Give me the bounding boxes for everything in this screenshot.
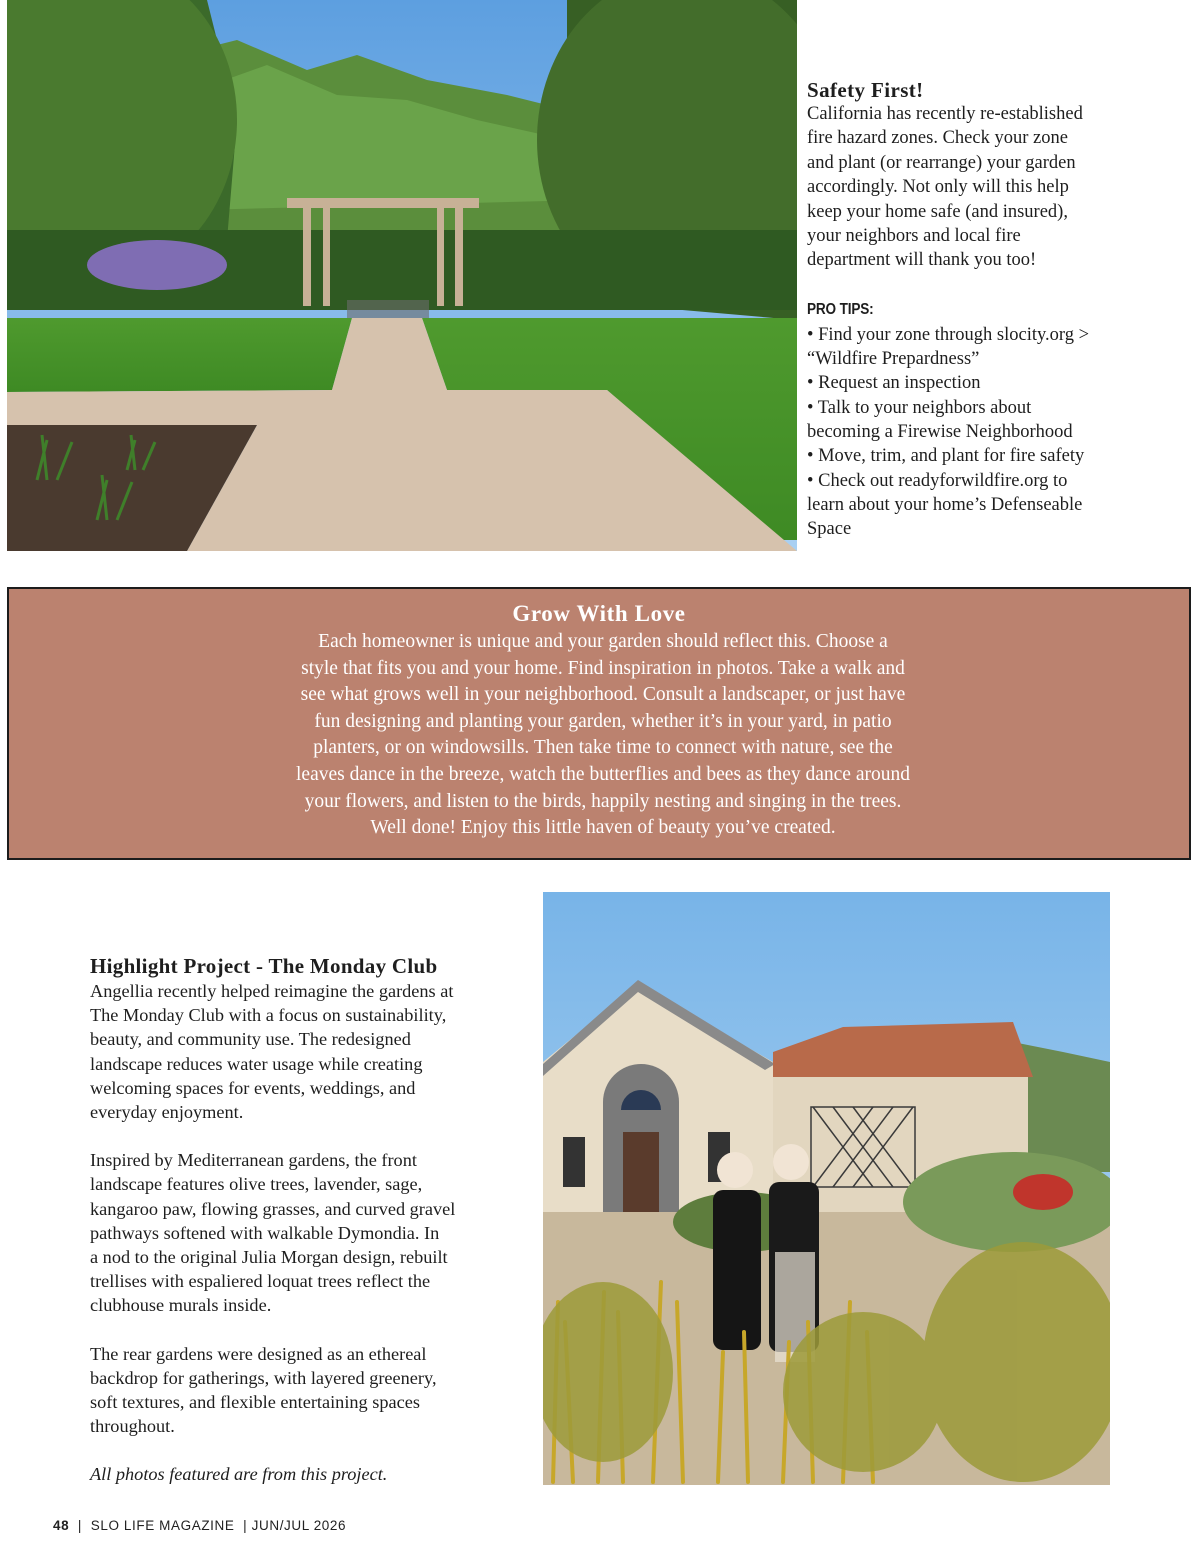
grow-line: Well done! Enjoy this little haven of beauty you’ve created.	[370, 817, 836, 839]
para-line: welcoming spaces for events, weddings, and	[90, 1077, 416, 1098]
para-line: a nod to the original Julia Morgan design, rebuilt	[90, 1247, 448, 1268]
tip-line: • Request an inspection	[807, 373, 981, 394]
highlight-title: Highlight Project - The Monday Club	[90, 954, 438, 978]
para-line: Inspired by Mediterranean gardens, the front	[90, 1150, 417, 1171]
grow-title: Grow With Love	[512, 601, 686, 626]
page-number: 48	[53, 1518, 70, 1533]
tip-line: Space	[807, 519, 852, 540]
footer-separator: |	[234, 1518, 252, 1533]
highlight-paragraph-1	[90, 979, 510, 1124]
highlight-paragraph-2	[90, 1148, 510, 1317]
grow-with-love-box	[7, 587, 1191, 860]
footer-separator: |	[69, 1518, 91, 1533]
grow-line: your flowers, and listen to the birds, happily nesting and singing in the trees.	[304, 790, 902, 812]
safety-line: keep your home safe (and insured),	[807, 201, 1068, 222]
para-line: landscape features olive trees, lavender, sage,	[90, 1174, 423, 1195]
clubhouse-photo	[543, 892, 1110, 1485]
grow-line: leaves dance in the breeze, watch the butterflies and bees as they dance around	[296, 763, 910, 785]
grow-line: style that fits you and your home. Find inspiration in photos. Take a walk and	[301, 657, 905, 679]
para-line: trellises with espaliered loquat trees reflect the	[90, 1271, 431, 1292]
grow-line: planters, or on windowsills. Then take time to connect with nature, see the	[313, 737, 893, 759]
grow-line: see what grows well in your neighborhood. Consult a landscaper, or just have	[300, 684, 906, 706]
tip-line: • Talk to your neighbors about	[807, 397, 1032, 418]
highlight-paragraph-3	[90, 1342, 510, 1439]
safety-line: department will thank you too!	[807, 250, 1037, 271]
safety-line: fire hazard zones. Check your zone	[807, 128, 1068, 149]
tip-line: • Move, trim, and plant for fire safety	[807, 446, 1085, 467]
safety-line: accordingly. Not only will this help	[807, 177, 1069, 198]
magazine-name: SLO LIFE MAGAZINE	[90, 1518, 235, 1533]
para-line: throughout.	[90, 1416, 175, 1437]
tip-line: learn about your home’s Defenseable	[807, 494, 1083, 515]
para-line: Angellia recently helped reimagine the gardens at	[90, 981, 454, 1001]
para-line: soft textures, and flexible entertaining spaces	[90, 1392, 420, 1413]
para-line: The Monday Club with a focus on sustainability,	[90, 1005, 447, 1026]
page-footer	[53, 1518, 346, 1533]
grow-line: Each homeowner is unique and your garden should reflect this. Choose a	[318, 631, 888, 652]
grow-line: fun designing and planting your garden, whether it’s in your yard, in patio	[314, 710, 892, 732]
para-line: kangaroo paw, flowing grasses, and curved gravel	[90, 1198, 456, 1219]
tip-line: “Wildfire Prepardness”	[807, 349, 980, 370]
safety-title: Safety First!	[807, 78, 924, 102]
photo-credit: All photos featured are from this project.	[90, 1464, 388, 1485]
para-line: everyday enjoyment.	[90, 1102, 244, 1123]
para-line: landscape reduces water usage while creating	[90, 1053, 423, 1074]
tip-line: becoming a Firewise Neighborhood	[807, 422, 1073, 443]
pro-tips-list	[807, 323, 1195, 542]
garden-pathway-photo	[7, 0, 797, 551]
para-line: beauty, and community use. The redesigned	[90, 1029, 411, 1050]
safety-line: California has recently re-established	[807, 104, 1083, 124]
highlight-article	[90, 953, 510, 1487]
para-line: The rear gardens were designed as an ethereal	[90, 1343, 427, 1364]
para-line: backdrop for gatherings, with layered greenery,	[90, 1367, 437, 1388]
issue-date: JUN/JUL 2026	[251, 1518, 347, 1533]
safety-sidebar	[807, 78, 1195, 542]
pro-tips-label: PRO TIPS:	[807, 300, 874, 318]
tip-line: • Find your zone through slocity.org >	[807, 324, 1090, 345]
safety-line: and plant (or rearrange) your garden	[807, 152, 1076, 173]
grow-body	[271, 629, 935, 842]
para-line: clubhouse murals inside.	[90, 1295, 272, 1316]
safety-body	[807, 102, 1195, 273]
para-line: pathways softened with walkable Dymondia. In	[90, 1222, 440, 1243]
safety-line: your neighbors and local fire	[807, 226, 1021, 247]
tip-line: • Check out readyforwildfire.org to	[807, 470, 1068, 491]
